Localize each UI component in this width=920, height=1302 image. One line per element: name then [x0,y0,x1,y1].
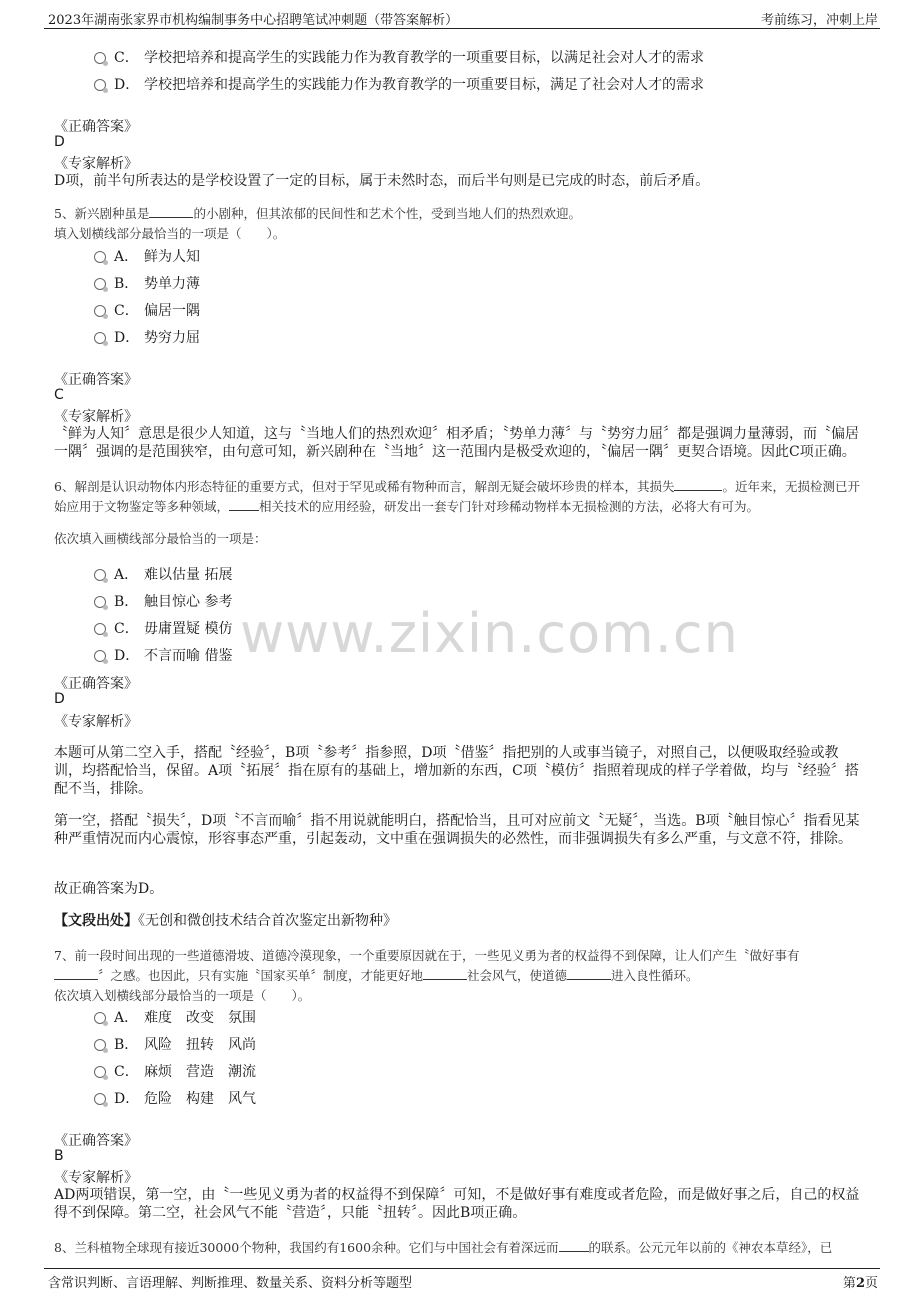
q7-stem: 7、前一段时间出现的一些道德滑坡、道德冷漠现象，一个重要原因就在于，一些见义勇为者的权益得不到保障，让人们产生〝做好事有 〞之感。也因此，只有实施〝国家买单〞制度，才能更好地 社会风气，使道德 进入良性循环。 依次填入划横线部分最恰当的一项是（ ）。 [54,948,800,1003]
blank [54,967,98,980]
document-title: 2023年湖南张家界市机构编制事务中心招聘笔试冲刺题（带答案解析） [48,13,459,28]
header-slogan: 考前练习，冲刺上岸 [760,13,878,28]
q6-prompt: 依次填入画横线部分最恰当的一项是： [54,531,267,546]
blank [674,478,722,491]
q7-answer-label: 《正确答案》 [54,1133,138,1149]
q7-analysis-label: 《专家解析》 [54,1170,138,1186]
radio-icon[interactable] [94,569,106,581]
radio-icon[interactable] [94,1039,106,1051]
radio-icon[interactable] [94,251,106,263]
q8-stem: 8、兰科植物全球现有接近30000个物种，我国约有1600余种。它们与中国社会有着深远而 的联系。公元元年以前的《神农本草经》，已 [54,1240,833,1255]
radio-icon[interactable] [94,52,106,64]
q6-analysis-p3: 故正确答案为D。 [54,881,164,897]
radio-icon[interactable] [94,305,106,317]
page-footer [0,1262,920,1302]
header-rule [44,28,880,29]
page-number: 第2页 [842,1276,878,1291]
q5-answer: C [54,387,64,403]
blank [229,498,259,511]
q5-answer-label: 《正确答案》 [54,372,138,388]
radio-icon[interactable] [94,332,106,344]
q6-analysis-p2: 第一空，搭配〝损失〞，D项〝不言而喻〞指不用说就能明白，搭配恰当，且可对应前文〝无疑〞，当选。B项〝触目惊心〞指看见某种严重情况而内心震惊，形容事态严重，引起轰动，文中重在强调损失的必然性，而非强调损失有多么严重，与文意不符，排除。 [54,813,860,847]
blank [423,967,467,980]
q4-answer-label: 《正确答案》 [54,119,138,135]
blank [149,205,193,218]
q4-analysis: D项，前半句所表达的是学校设置了一定的目标，属于未然时态，而后半句则是已完成的时态，前后矛盾。 [54,173,710,189]
q6-stem: 6、解剖是认识动物体内形态特征的重要方式，但对于罕见或稀有物种而言，解剖无疑会破坏珍贵的样本，其损失 。近年来，无损检测已开始应用于文物鉴定等多种领域， 相关技术的应用经验，研发出一套专门针对珍稀动物样本无损检测的方法，必将大有可为。 [54,479,860,514]
q7-answer: B [54,1148,64,1164]
q6-analysis-p1: 本题可从第二空入手，搭配〝经验〞，B项〝参考〞指参照，D项〝借鉴〞指把别的人或事当镜子，对照自己，以便吸取经验或教训，均搭配恰当，保留。A项〝拓展〞指在原有的基础上，增加新的东西，C项〝模仿〞指照着现成的样子学着做，均与〝经验〞搭配不当，排除。 [54,745,859,797]
blank [559,1239,589,1252]
q5-analysis: 〝鲜为人知〞意思是很少人知道，这与〝当地人们的热烈欢迎〞相矛盾；〝势单力薄〞与〝势穷力屈〞都是强调力量薄弱，而〝偏居一隅〞强调的是范围狭窄，由句意可知，新兴剧种在〝当地〞这一范围内是极受欢迎的，〝偏居一隅〞更契合语境。因此C项正确。 [54,426,859,460]
watermark: www.zixin.com.cn [240,602,739,665]
radio-icon[interactable] [94,596,106,608]
blank [567,967,611,980]
footer-topics: 含常识判断、言语理解、判断推理、数量关系、资料分析等题型 [48,1276,413,1291]
radio-icon[interactable] [94,650,106,662]
q5-analysis-label: 《专家解析》 [54,409,138,425]
q6-analysis-label: 《专家解析》 [54,714,138,730]
q5-stem: 5、新兴剧种虽是 的小剧种，但其浓郁的民间性和艺术个性，受到当地人们的热烈欢迎。 填入划横线部分最恰当的一项是（ ）。 [54,206,581,241]
q7-analysis: AD两项错误，第一空，由〝一些见义勇为者的权益得不到保障〞可知，不是做好事有难度或者危险，而是做好事之后，自己的权益得不到保障。第二空，社会风气不能〝营造〞，只能〝扭转〞。因此B项正确。 [54,1187,860,1221]
q4-analysis-label: 《专家解析》 [54,156,138,172]
q6-answer: D [54,691,65,707]
page-header [0,0,920,30]
radio-icon[interactable] [94,1093,106,1105]
radio-icon[interactable] [94,1066,106,1078]
q4-answer: D [54,134,65,150]
radio-icon[interactable] [94,1012,106,1024]
q6-answer-label: 《正确答案》 [54,676,138,692]
radio-icon[interactable] [94,79,106,91]
radio-icon[interactable] [94,623,106,635]
radio-icon[interactable] [94,278,106,290]
footer-rule [44,1268,880,1269]
q6-source: 【文段出处】《无创和微创技术结合首次鉴定出新物种》 [54,913,397,929]
